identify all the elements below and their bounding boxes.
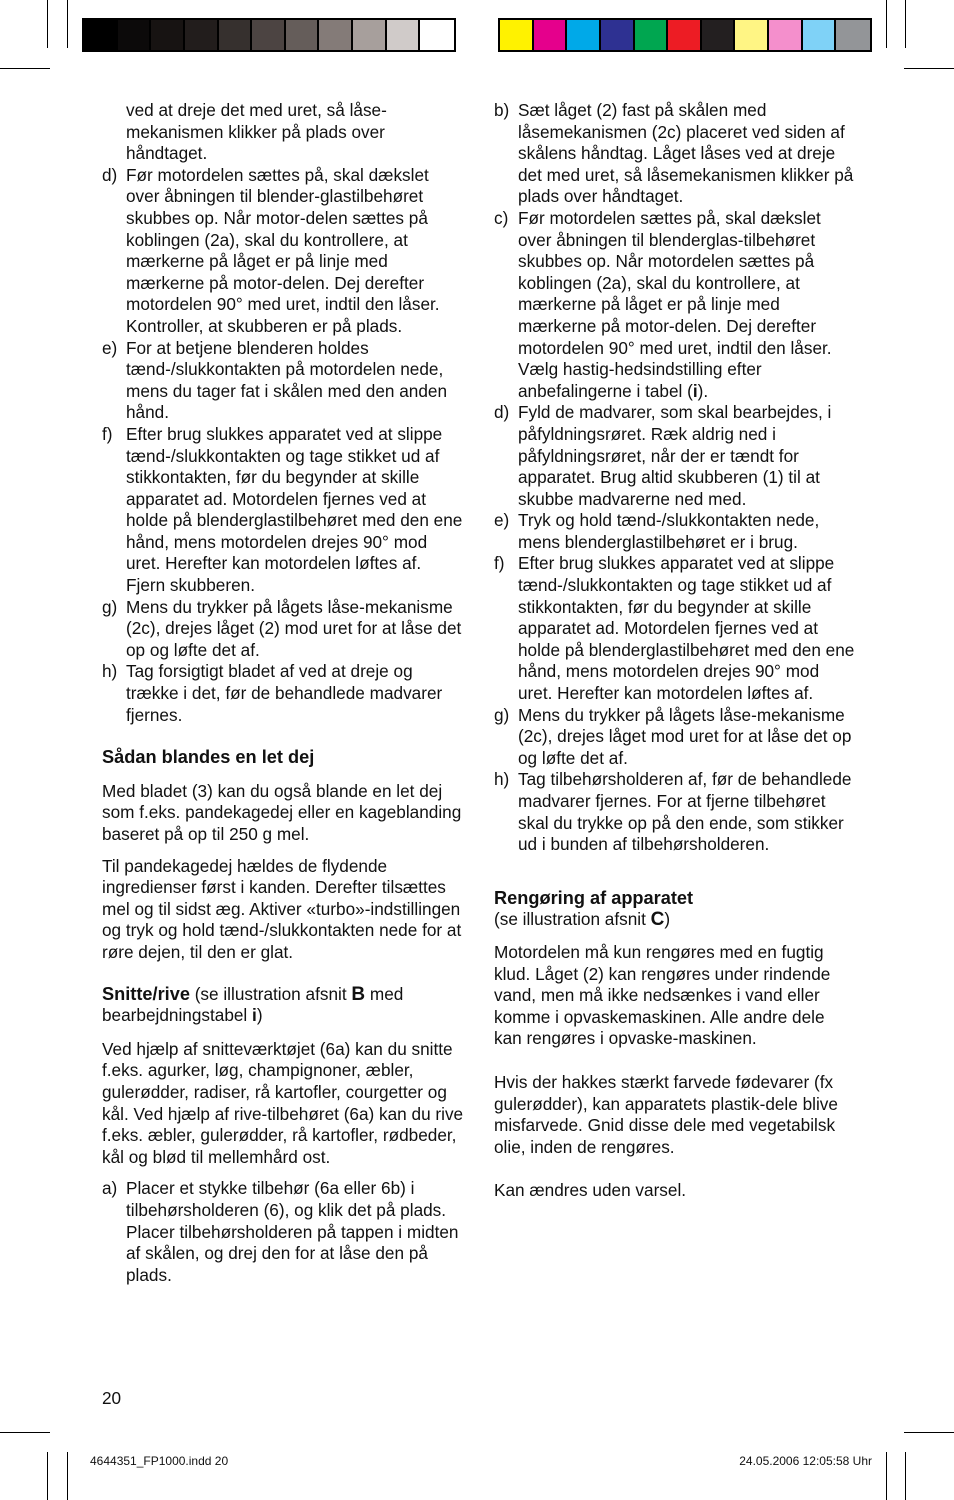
step-text-body: Sæt låget (2) fast på skålen med låsemekanismen (2c) placeret ved siden af skålens håndtag. Låget låses ved at dreje det med uret, så låsemekanismen klikker på plads over håndtaget. [518,100,854,207]
crop-mark [904,68,954,69]
step-label: d) [102,164,118,185]
step-label: h) [102,661,118,682]
step-text-body: Mens du trykker på lågets låse-mekanisme (2c), drejes låget (2) mod uret for at låse det op og løfte det af. [126,596,462,660]
cleaning-ref-text-1: (se illustration afsnit [494,909,651,930]
footer-date: 24.05.2006 12:05:58 Uhr [739,1454,872,1468]
step-text [126,661,464,726]
color-swatch [118,20,152,50]
step-item [102,424,464,597]
crop-mark [886,1452,887,1500]
crop-mark [0,1432,50,1433]
step-text-body: Fyld de madvarer, som skal bearbejdes, i påfyldningsrøret. Ræk aldrig ned i påfyldningsrøret, når der er tændt for apparatet. Brug altid skubberen (1) til at skubbe madvarerne ned med. [518,402,832,509]
step-text [518,705,856,770]
step-item [494,705,856,770]
step-text-body: Før motordelen sættes på, skal dækslet over åbningen til blenderglas-tilbehøret skubbes op. Når motordelen sættes på koblingen (2a), skal du kontrollere, at mærkerne på låget er på linje med mærkerne på motor-delen. Dej derefter motordelen 90° med uret, indtil den låser. Vælg hastig-hedsindstilling efter anbefalingerne i tabel ( [518,207,832,401]
cleaning-note: Kan ændres uden varsel. [494,1180,687,1201]
crop-mark [905,0,906,48]
table-ref: i [692,380,698,401]
step-text-suffix: ). [697,380,709,401]
step-label: g) [494,704,510,725]
slice-ref-text-1: (se illustration afsnit [189,983,352,1004]
grayscale-calibration-bar [82,18,456,52]
crop-mark [0,68,50,69]
step-label: f) [494,553,505,574]
step-text-body: Tryk og hold tænd-/slukkontakten nede, mens blenderglastilbehøret er i brug. [518,510,820,552]
slice-heading-line [102,984,464,1027]
step-label: f) [102,423,113,444]
cleaning-ref-line [494,909,856,931]
color-swatch [635,20,669,50]
step-item [494,402,856,510]
step-label: c) [494,207,509,228]
step-text [518,769,856,855]
crop-mark [67,0,68,48]
slice-ref-section: B [351,983,366,1005]
step-text [518,402,856,510]
step-text-body: For at betjene blenderen holdes tænd-/slukkontakten på motordelen nede, mens du tager fat i skålen med den anden hånd. [126,337,448,423]
color-swatch [319,20,353,50]
dough-paragraph-2: Til pandekagedej hældes de flydende ingredienser først i kanden. Derefter tilsættes mel og til sidst æg. Aktiver «turbo»-indstillingen og tryk og hold tænd-/slukkontakten nede for at røre dejen, til den er glat. [102,855,462,962]
cleaning-ref-section: C [650,909,665,931]
step-text: Placer et stykke tilbehør (6a eller 6b) i tilbehørsholderen (6), og klik det på plads. Placer tilbehørsholderen på tappen i midten af skålen, og drej den for at låse den på plads. [126,1178,459,1285]
step-text [126,165,464,338]
slice-ref-text-3: ) [256,1005,263,1026]
step-text [126,338,464,424]
color-swatch [151,20,185,50]
step-item [102,597,464,662]
step-text [518,100,856,208]
step-text [518,553,856,704]
left-step-list [102,165,464,726]
step-text-body: Tag forsigtigt bladet af ved at dreje og trække i det, før de behandlede madvarer fjernes. [126,661,443,725]
color-swatch [185,20,219,50]
color-swatch [702,20,736,50]
cleaning-paragraph-1: Motordelen må kun rengøres med en fugtig klud. Låget (2) kan rengøres under rindende vand, men må ikke nedsænkes i vand eller komme i opvaskemaskinen. Alle andre dele kan rengøres i opvaske-maskinen. [494,941,831,1049]
slice-step-a [102,1178,464,1286]
color-swatch [668,20,702,50]
color-swatch [353,20,387,50]
color-swatch [286,20,320,50]
step-item [102,165,464,338]
dough-paragraph-1: Med bladet (3) kan du også blande en let dej som f.eks. pandekagedej eller en kageblanding baseret på op til 250 g mel. [102,780,462,844]
cleaning-heading: Rengøring af apparatet [494,887,694,908]
right-column [494,100,856,1202]
crop-mark [47,0,48,48]
crop-mark [47,1452,48,1500]
color-swatch [500,20,534,50]
step-text [518,208,856,402]
step-item [494,553,856,704]
step-text-body: Efter brug slukkes apparatet ved at slippe tænd-/slukkontakten og tage stikket ud af stikkontakten, før du begynder at skille apparatet ad. Motordelen fjernes ved at holde på blenderglastilbehøret med den ene hånd, mens motordelen drejes 90° mod uret. Herefter kan motordelen løftes af. Fjern skubberen. [126,423,463,596]
step-item [494,769,856,855]
step-c-continuation: ved at dreje det med uret, så låse-mekanismen klikker på plads over håndtaget. [126,100,387,164]
slice-paragraph: Ved hjælp af snitteværktøjet (6a) kan du snitte f.eks. agurker, løg, champignoner, æbler, gulerødder, radiser, rå kartofler, courgetter og kål. Ved hjælp af rive-tilbehøret (6a) kan du rive f.eks. æbler, gulerødder, rå kartofler, rødbeder, kål og blød til mellemhård ost. [102,1038,464,1167]
step-text [126,597,464,662]
crop-mark [886,0,887,48]
step-text-body: Efter brug slukkes apparatet ved at slippe tænd-/slukkontakten og tage stikket ud af stikkontakten, før du begynder at skille apparatet ad. Motordelen fjernes ved at holde på blenderglastilbehøret med den ene hånd, mens motordelen drejes 90° mod uret. Herefter kan motordelen løftes af. [518,553,855,704]
step-item [102,338,464,424]
color-swatch [567,20,601,50]
color-swatch [420,20,454,50]
step-label: d) [494,402,510,423]
step-item [494,510,856,553]
step-text [126,424,464,597]
color-swatch [252,20,286,50]
step-item [494,100,856,208]
slice-heading: Snitte/rive [102,983,190,1004]
step-label: g) [102,596,118,617]
color-calibration-bar [498,18,872,52]
color-swatch [219,20,253,50]
slice-ref-text-2: med bearbejdningstabel [102,983,404,1026]
step-label: e) [494,510,510,531]
step-text-body: Mens du trykker på lågets låse-mekanisme (2c), drejes låget mod uret for at låse det op og løfte det af. [518,704,852,768]
color-swatch [387,20,421,50]
footer-file-info: 4644351_FP1000.indd 20 [90,1454,229,1468]
color-swatch [534,20,568,50]
cleaning-ref-text-2: ) [664,909,671,930]
step-text [518,510,856,553]
crop-mark [905,1452,906,1500]
step-text-body: Før motordelen sættes på, skal dækslet over åbningen til blender-glastilbehøret skubbes op. Når motor-delen sættes på koblingen (2a), skal du kontrollere, at mærkerne på låget er på linje med mærkerne på motor-delen. Dej derefter motordelen 90° med uret, indtil den låser. Kontroller, at skubberen er på plads. [126,164,440,336]
color-swatch [601,20,635,50]
step-label: e) [102,337,118,358]
step-item [102,661,464,726]
slice-ref-table: i [252,1005,257,1026]
left-column [102,100,464,1286]
dough-heading: Sådan blandes en let dej [102,747,315,768]
step-label: h) [494,769,510,790]
crop-mark [67,1452,68,1500]
step-label: b) [494,100,510,120]
color-swatch [769,20,803,50]
step-item [494,208,856,402]
color-swatch [803,20,837,50]
color-swatch [836,20,870,50]
cleaning-paragraph-2: Hvis der hakkes stærkt farvede fødevarer (fx gulerødder), kan apparatets plastik-dele blive misfarvede. Gnid disse dele med vegetabilsk olie, inden de rengøres. [494,1071,838,1157]
crop-mark [904,1432,954,1433]
page-number: 20 [102,1388,122,1408]
step-label: a) [102,1178,118,1199]
color-swatch [735,20,769,50]
step-text-body: Tag tilbehørsholderen af, før de behandlede madvarer fjernes. For at fjerne tilbehøret skal du trykke op på den ende, som stikker ud i bunden af tilbehørsholderen. [518,769,852,855]
color-swatch [84,20,118,50]
right-step-list [494,100,856,856]
